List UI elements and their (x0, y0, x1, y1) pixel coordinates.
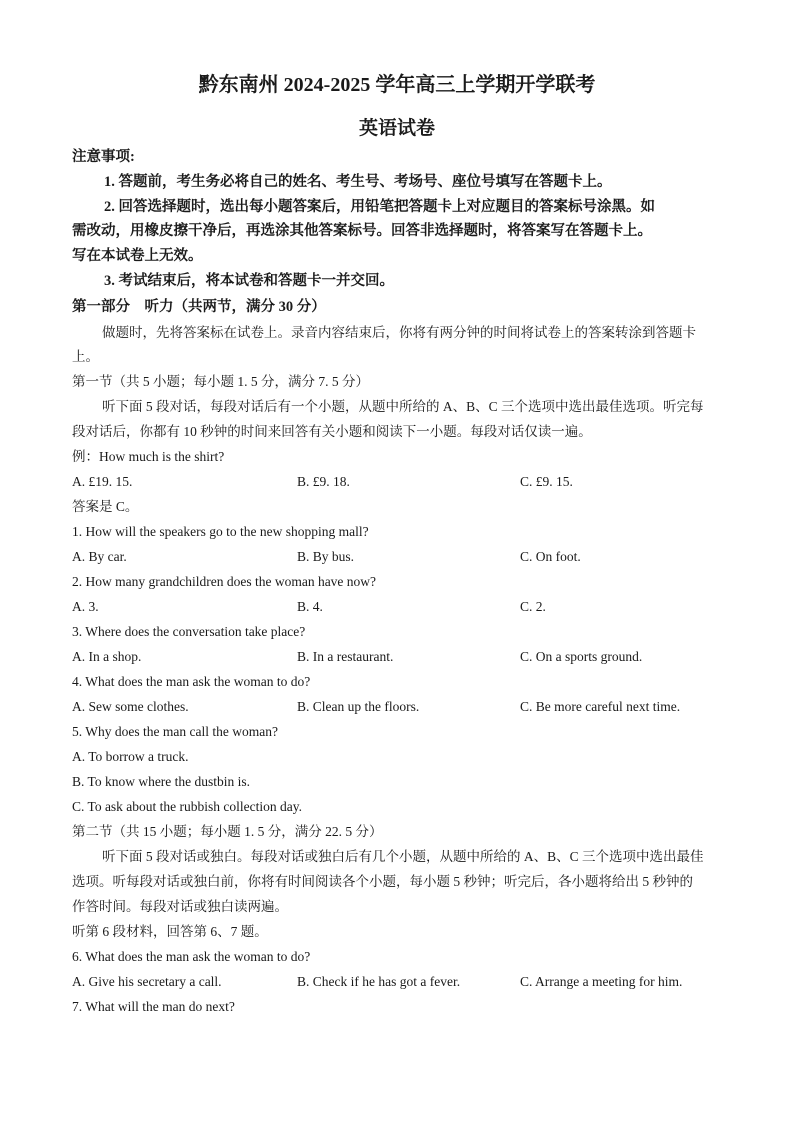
question-4: 4. What does the man ask the woman to do? (72, 674, 311, 689)
part1-heading: 第一部分 听力（共两节，满分 30 分） (72, 299, 326, 315)
question-6-option-a: A. Give his secretary a call. (72, 974, 222, 989)
question-5: 5. Why does the man call the woman? (72, 724, 278, 739)
question-2-option-b: B. 4. (297, 599, 323, 614)
section2-intro-line-1: 听下面 5 段对话或独白。每段对话或独白后有几个小题，从题中所给的 A、B、C 三个选项中选出最佳 (102, 849, 704, 864)
part1-intro-line-2: 上。 (72, 349, 99, 364)
notice-item-3: 3. 考试结束后，将本试卷和答题卡一并交回。 (104, 273, 394, 289)
question-5-option-a: A. To borrow a truck. (72, 749, 189, 764)
question-7: 7. What will the man do next? (72, 999, 235, 1014)
question-3-option-a: A. In a shop. (72, 649, 142, 664)
section1-heading: 第一节（共 5 小题；每小题 1. 5 分，满分 7. 5 分） (72, 374, 369, 389)
question-1-option-c: C. On foot. (520, 549, 581, 564)
question-4-option-a: A. Sew some clothes. (72, 699, 189, 714)
notice-item-2-line-3: 写在本试卷上无效。 (72, 248, 203, 264)
question-6-option-b: B. Check if he has got a fever. (297, 974, 461, 989)
question-2-option-c: C. 2. (520, 599, 546, 614)
section2-intro-line-2: 选项。听每段对话或独白前，你将有时间阅读各个小题，每小题 5 秒钟；听完后，各小题将给出 5 秒钟的 (72, 874, 693, 889)
example-option-a: A. £19. 15. (72, 474, 133, 489)
example-option-b: B. £9. 18. (297, 474, 350, 489)
question-5-option-c: C. To ask about the rubbish collection day. (72, 799, 303, 814)
question-6: 6. What does the man ask the woman to do? (72, 949, 311, 964)
part1-intro-line-1: 做题时，先将答案标在试卷上。录音内容结束后，你将有两分钟的时间将试卷上的答案转涂到答题卡 (102, 325, 696, 340)
section2-intro-line-3: 作答时间。每段对话或独白读两遍。 (72, 899, 288, 914)
example-question: 例：How much is the shirt? (72, 449, 225, 464)
notice-heading: 注意事项: (72, 149, 135, 165)
notice-item-2-line-1: 2. 回答选择题时，选出每小题答案后，用铅笔把答题卡上对应题目的答案标号涂黑。如 (104, 199, 655, 215)
section2-heading: 第二节（共 15 小题；每小题 1. 5 分，满分 22. 5 分） (72, 824, 383, 839)
section1-intro-line-2: 段对话后，你都有 10 秒钟的时间来回答有关小题和阅读下一小题。每段对话仅读一遍。 (72, 424, 592, 439)
material-6-instruction: 听第 6 段材料，回答第 6、7 题。 (72, 924, 268, 939)
example-option-c: C. £9. 15. (520, 474, 573, 489)
notice-item-1: 1. 答题前，考生务必将自己的姓名、考生号、考场号、座位号填写在答题卡上。 (104, 174, 612, 190)
question-6-option-c: C. Arrange a meeting for him. (520, 974, 683, 989)
question-3-option-c: C. On a sports ground. (520, 649, 643, 664)
exam-title: 黔东南州 2024-2025 学年高三上学期开学联考 (198, 74, 596, 96)
question-2: 2. How many grandchildren does the woman have now? (72, 574, 377, 589)
example-answer: 答案是 C。 (72, 499, 139, 514)
section1-intro-line-1: 听下面 5 段对话，每段对话后有一个小题，从题中所给的 A、B、C 三个选项中选出最佳选项。听完每 (102, 399, 704, 414)
question-4-option-b: B. Clean up the floors. (297, 699, 420, 714)
question-1-option-b: B. By bus. (297, 549, 355, 564)
question-2-option-a: A. 3. (72, 599, 99, 614)
question-1: 1. How will the speakers go to the new shopping mall? (72, 524, 369, 539)
exam-subtitle: 英语试卷 (358, 118, 435, 139)
notice-item-2-line-2: 需改动，用橡皮擦干净后，再选涂其他答案标号。回答非选择题时，将答案写在答题卡上。 (72, 223, 652, 239)
question-4-option-c: C. Be more careful next time. (520, 699, 681, 714)
question-1-option-a: A. By car. (72, 549, 127, 564)
question-3: 3. Where does the conversation take place? (72, 624, 306, 639)
question-5-option-b: B. To know where the dustbin is. (72, 774, 251, 789)
question-3-option-b: B. In a restaurant. (297, 649, 394, 664)
